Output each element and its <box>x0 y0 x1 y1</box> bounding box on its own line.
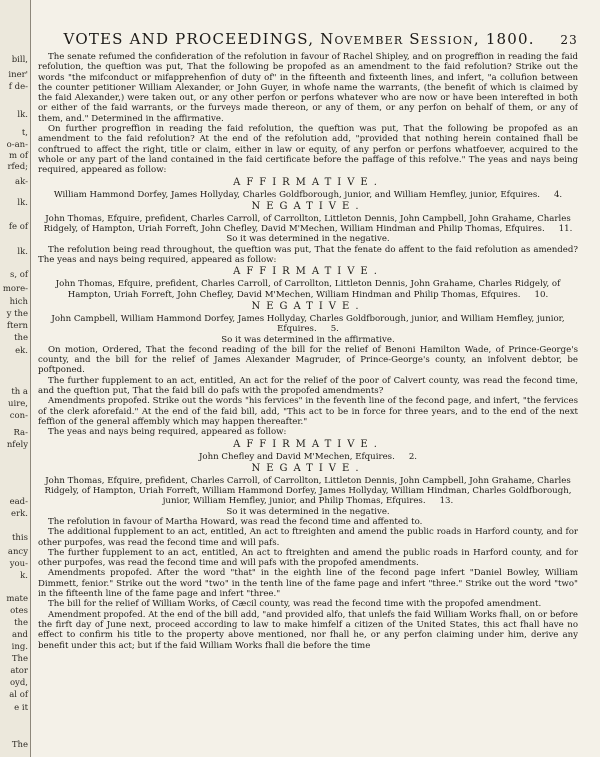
paragraph: The yeas and nays being required, appeared as follow: <box>48 427 287 438</box>
gutter-fragment: con- <box>9 411 28 421</box>
paragraph: The senate refumed the confideration of the refolution in favour of Rachel Shipley, and on progreffion in reading the faid refolution, the queftion was put, That the following be propofed as an amendment to the faid refolution? Strike out the words "the mifconduct or mifapprehenfion of duty of" in the fifteenth and fixteenth lines, and infert, "a collufion between the counter petitioner William Alexander, or John Guyer, in whofe name the warrants, (the benefit of which is claimed by the faid Alexander,) were taken out, or any other perfon or perfons whatever who are now or have been interefted in both or either of the faid warrants, or the furveys made thereon, or any of them, or any perfon on behalf of them, or any of them, and." Determined in the affirmative. <box>38 52 578 124</box>
paragraph: On motion, Ordered, That the fecond reading of the bill for the relief of Benoni Hamilton Wade, of Prince-George's county, and the bill for the relief of James Alexander Magruder, of Prince-George's county, an infolvent debtor, be poftponed. <box>38 344 578 376</box>
vote-names <box>38 190 578 200</box>
gutter-fragment: ing. <box>11 642 28 652</box>
gutter-fragment: o-an- <box>6 140 28 150</box>
paragraph: On further progreffion in reading the faid refolution, the queftion was put, That the following be propofed as an amendment to the faid refolution? At the end of the refolution add, "provided that nothing herein contained fhall be conftrued to affect the right, title or claim, either in law or equity, of any perfon or perfons whatfoever, acquired to the whole or any part of the land contained in the faid certificate before the paffage of this refolve." The yeas and nays being required, appeared as follow: <box>38 124 578 176</box>
vote-names <box>38 214 578 235</box>
gutter-fragment: m of <box>8 151 28 161</box>
gutter-fragment: k. <box>20 571 28 581</box>
adjacent-page-margin <box>0 0 31 757</box>
gutter-fragment: iner' <box>8 70 28 80</box>
gutter-fragment: rfed; <box>7 162 28 172</box>
vote-heading-negative: NEGATIVE. <box>251 200 365 212</box>
vote-names <box>38 476 578 507</box>
gutter-fragment: fe of <box>8 222 28 232</box>
paragraph: The further fupplement to an act, entitled, An act to ftreighten and amend the public roads in Harford county, and for other purpofes, was read the fecond time and will pafs with the propofed amendments. <box>38 547 578 569</box>
vote-heading-affirmative: AFFIRMATIVE. <box>233 266 383 278</box>
document-page <box>38 30 578 750</box>
vote-count: 13. <box>439 496 454 507</box>
affirmative-names: John Thomas, Efquire, prefident, Charles Carroll, of Carrollton, Littleton Dennis, John Grahame, Charles Ridgely, of Hampton, Uriah Forreft, John Chefley, David M'Mechen, William Hindman and Philip Thomas, Efquires. <box>55 279 561 300</box>
vote-count: 11. <box>558 224 573 235</box>
gutter-fragment: hich <box>9 297 28 307</box>
vote-names <box>38 279 578 300</box>
gutter-fragment: ator <box>10 666 28 676</box>
gutter-fragment: lk. <box>17 110 28 120</box>
proceedings-text <box>38 52 578 651</box>
gutter-fragment: f de- <box>8 82 28 92</box>
negative-names: John Thomas, Efquire, prefident, Charles Carroll, of Carrollton, Littleton Dennis, John Campbell, John Grahame, Charles Ridgely, of Hampton, Uriah Forreft, John Chefley, David M'Mechen, William Hindman and Philip Thomas, Efquires. <box>43 213 571 235</box>
vote-count: 10. <box>534 289 549 300</box>
vote-result: So it was determined in the affirmative. <box>221 334 395 345</box>
vote-heading-negative: NEGATIVE. <box>251 300 365 312</box>
gutter-fragment: the <box>14 333 28 343</box>
gutter-fragment: erk. <box>11 509 28 519</box>
gutter-fragment: more- <box>2 284 28 294</box>
paragraph: The refolution being read throughout, the queftion was put, That the fenate do affent to the faid refolution as amended? The yeas and nays being required, appeared as follow: <box>38 244 578 266</box>
gutter-fragment: mate <box>6 594 28 604</box>
paragraph: The additional fupplement to an act, entitled, An act to ftreighten and amend the public roads in Harford county, and for other purpofes, was read the fecond time and will pafs. <box>38 527 578 548</box>
paragraph: Amendments propofed. After the word "that" in the eighth line of the fecond page infert "Daniel Bowley, William Dimmett, fenior." Strike out the word "two" in the tenth line of the fame page and infert "three." Strike out the word "two" in the fifteenth line of the fame page and infert "three." <box>38 568 578 600</box>
vote-heading-affirmative: AFFIRMATIVE. <box>233 176 383 188</box>
gutter-fragment: ak- <box>15 177 28 187</box>
vote-result: So it was determined in the negative. <box>226 234 390 245</box>
gutter-fragment: th a <box>11 387 28 397</box>
gutter-fragment: the <box>14 618 28 628</box>
gutter-fragment: The <box>11 654 28 664</box>
vote-result: So it was determined in the negative. <box>226 506 390 517</box>
running-header <box>38 30 578 48</box>
gutter-fragment: and <box>12 630 28 640</box>
gutter-fragment: s, of <box>9 270 28 280</box>
affirmative-names: William Hammond Dorfey, James Hollyday, Charles Goldfborough, junior, and William Hemfley, junior, Efquires. <box>53 189 540 200</box>
page-title: VOTES AND PROCEEDINGS, November Session, 1800. <box>63 30 535 48</box>
gutter-fragment: ead- <box>9 497 28 507</box>
gutter-fragment: The <box>11 740 28 750</box>
paragraph: The bill for the relief of William Works, of Cæcil county, was read the fecond time with the propofed amendment. <box>48 599 542 610</box>
gutter-fragment: nfely <box>6 440 28 450</box>
vote-count: 2. <box>408 451 418 462</box>
vote-count: 4. <box>553 189 563 200</box>
gutter-fragment: t, <box>21 128 28 138</box>
vote-names <box>38 314 578 335</box>
paragraph: Amendment propofed. At the end of the bill add, "and provided alfo, that unlefs the faid William Works fhall, on or before the firft day of June next, proceed according to law to make himfelf a citizen of the United States, this act fhall have no effect to confirm his title to the property above mentioned, nor fhall he, or any perfon claiming under him, derive any benefit under this act; but if the faid William Works fhall die before the time <box>38 609 578 651</box>
gutter-fragment: ancy <box>7 547 28 557</box>
gutter-fragment: y the <box>6 309 28 319</box>
gutter-fragment: lk. <box>17 198 28 208</box>
gutter-fragment: oyd, <box>9 678 28 688</box>
gutter-fragment: al of <box>9 690 28 700</box>
page-number: 23 <box>560 33 578 47</box>
paragraph: The refolution in favour of Martha Howard, was read the fecond time and affented to. <box>48 516 423 527</box>
vote-heading-affirmative: AFFIRMATIVE. <box>233 438 383 450</box>
vote-names <box>38 452 578 462</box>
vote-heading-negative: NEGATIVE. <box>251 462 365 474</box>
gutter-fragment: uire, <box>8 399 28 409</box>
gutter-fragment: ftern <box>6 321 28 331</box>
gutter-fragment: you- <box>9 559 28 569</box>
gutter-fragment: lk. <box>17 247 28 257</box>
affirmative-names: John Chefley and David M'Mechen, Efquires. <box>198 451 395 462</box>
negative-names: John Thomas, Efquire, prefident, Charles Carroll, of Carrollton, Littleton Dennis, John Campbell, John Grahame, Charles Ridgely, of Hampton, Uriah Forreft, William Hammond Dorfey, James Hollyday, William Hindman, Charles Goldfborough, junior, William Hemfley, junior, and Philip Thomas, Efquires. <box>44 475 572 507</box>
paragraph: The further fupplement to an act, entitled, An act for the relief of the poor of Calvert county, was read the fecond time, and the queftion put, That the faid bill do pafs with the propofed amendments? <box>38 375 578 397</box>
negative-names: John Campbell, William Hammond Dorfey, James Hollyday, Charles Goldfborough, junior, and William Hemfley, junior, Efquires. <box>51 313 565 335</box>
gutter-fragment: otes <box>10 606 28 616</box>
vote-count: 5. <box>330 324 339 335</box>
gutter-fragment: this <box>12 533 28 543</box>
gutter-fragment: bill, <box>11 55 28 65</box>
gutter-fragment: ek. <box>15 346 28 356</box>
gutter-fragment: e it <box>14 703 28 713</box>
paragraph: Amendments propofed. Strike out the words "his fervices" in the feventh line of the fecond page, and infert, "the fervices of the clerk aforefaid." At the end of the faid bill, add, "This act to be in force for three years, and to the end of the next feffion of the general affembly which may happen thereafter." <box>38 396 578 427</box>
gutter-fragment: Ra- <box>13 428 28 438</box>
